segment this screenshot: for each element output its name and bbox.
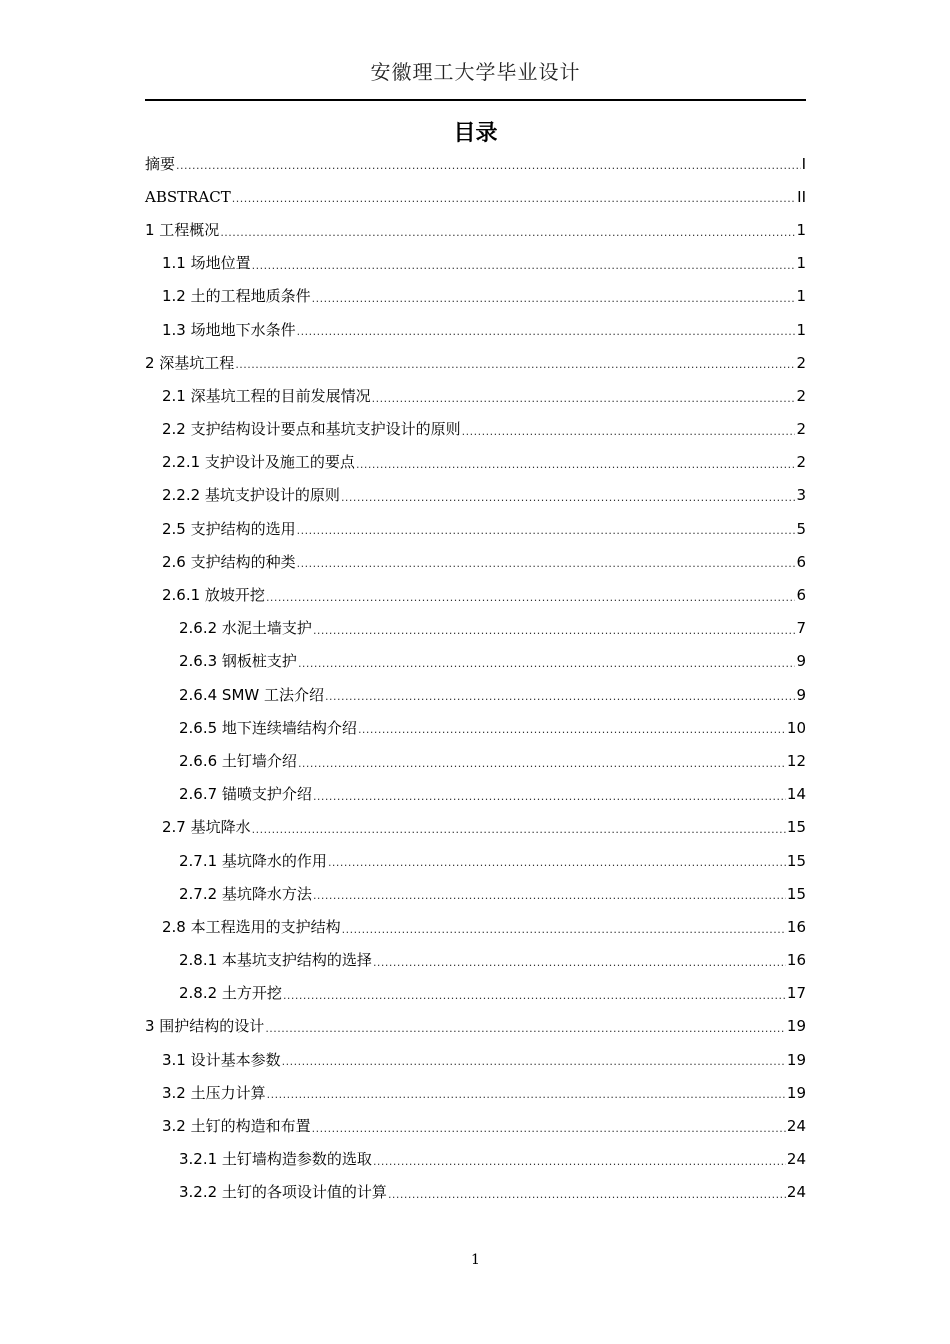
toc-entry-page: I (801, 154, 806, 173)
toc-entry[interactable] (145, 512, 806, 545)
toc-dot-leader (388, 1190, 786, 1209)
toc-entry-label: 2.6.5 地下连续墙结构介绍 (179, 718, 357, 737)
toc-entry-label: 2.6 支护结构的种类 (162, 552, 296, 571)
toc-entry[interactable] (145, 1109, 806, 1142)
toc-entry[interactable] (145, 346, 806, 379)
toc-entry-label: 2.8.2 土方开挖 (179, 984, 282, 1003)
toc-entry[interactable] (145, 280, 806, 313)
toc-entry-label: 2.6.6 土钉墙介绍 (179, 751, 297, 770)
toc-entry[interactable] (145, 147, 806, 180)
toc-entry-label: 2.5 支护结构的选用 (162, 519, 296, 538)
toc-dot-leader (283, 991, 786, 1010)
toc-entry-label: 3.2 土钉的构造和布置 (162, 1117, 311, 1136)
toc-dot-leader (252, 825, 786, 844)
toc-entry[interactable] (145, 247, 806, 280)
toc-entry-page: 6 (796, 586, 806, 605)
toc-entry[interactable] (145, 811, 806, 844)
toc-dot-leader (358, 725, 786, 744)
toc-entry-label: 2.8.1 本基坑支护结构的选择 (179, 951, 372, 970)
toc-entry[interactable] (145, 479, 806, 512)
toc-entry[interactable] (145, 578, 806, 611)
toc-entry-page: 16 (786, 951, 806, 970)
toc-entry[interactable] (145, 1143, 806, 1176)
toc-dot-leader (342, 925, 786, 944)
toc-entry-page: II (797, 187, 806, 206)
toc-dot-leader (312, 294, 796, 313)
toc-entry-page: 3 (796, 486, 806, 505)
toc-entry-label: 1.1 场地位置 (162, 254, 251, 273)
toc-entry-label: 2.6.7 锚喷支护介绍 (179, 785, 312, 804)
toc-entry-page: 14 (786, 785, 806, 804)
toc-dot-leader (235, 360, 795, 379)
toc-entry-page: 5 (796, 519, 806, 538)
toc-entry-page: 24 (786, 1150, 806, 1169)
toc-entry-page: 16 (786, 917, 806, 936)
toc-dot-leader (372, 394, 796, 413)
toc-entry-page: 9 (796, 685, 806, 704)
toc-entry-page: 24 (786, 1117, 806, 1136)
toc-entry-page: 10 (786, 718, 806, 737)
toc-dot-leader (341, 493, 796, 512)
toc-entry-page: 19 (786, 1017, 806, 1036)
toc-dot-leader (176, 161, 801, 180)
toc-entry-label: 3 围护结构的设计 (145, 1017, 265, 1036)
toc-entry[interactable] (145, 446, 806, 479)
table-of-contents (145, 147, 806, 1209)
toc-dot-leader (297, 559, 796, 578)
toc-entry-label: 2 深基坑工程 (145, 353, 235, 372)
toc-entry-label: 1.2 土的工程地质条件 (162, 287, 311, 306)
toc-entry[interactable] (145, 1076, 806, 1109)
toc-dot-leader (266, 593, 796, 612)
toc-entry-page: 9 (796, 652, 806, 671)
toc-dot-leader (298, 759, 786, 778)
toc-dot-leader (252, 261, 796, 280)
toc-dot-leader (297, 526, 796, 545)
toc-entry-label: 2.2.1 支护设计及施工的要点 (162, 453, 355, 472)
toc-entry-label: 2.7 基坑降水 (162, 818, 251, 837)
toc-entry[interactable] (145, 910, 806, 943)
toc-entry-page: 1 (796, 287, 806, 306)
page-header-title: 安徽理工大学毕业设计 (370, 60, 581, 84)
toc-entry-page: 19 (786, 1083, 806, 1102)
toc-entry-label: 3.2.2 土钉的各项设计值的计算 (179, 1183, 387, 1202)
toc-entry[interactable] (145, 944, 806, 977)
toc-entry-page: 15 (786, 851, 806, 870)
toc-entry-page: 1 (796, 220, 806, 239)
toc-entry-page: 1 (796, 320, 806, 339)
toc-entry[interactable] (145, 379, 806, 412)
toc-entry[interactable] (145, 612, 806, 645)
toc-entry-label: 2.6.4 SMW 工法介绍 (179, 685, 324, 704)
toc-entry-label: 3.1 设计基本参数 (162, 1050, 281, 1069)
toc-entry-page: 15 (786, 884, 806, 903)
toc-entry-label: 摘要 (145, 154, 176, 173)
toc-dot-leader (282, 1057, 786, 1076)
toc-dot-leader (373, 1157, 786, 1176)
toc-entry-label: 2.6.3 钢板桩支护 (179, 652, 297, 671)
toc-entry-label: 3.2 土压力计算 (162, 1083, 266, 1102)
toc-dot-leader (313, 891, 786, 910)
toc-entry-page: 24 (786, 1183, 806, 1202)
toc-entry[interactable] (145, 744, 806, 777)
toc-entry[interactable] (145, 413, 806, 446)
toc-entry[interactable] (145, 180, 806, 213)
toc-dot-leader (373, 958, 786, 977)
toc-entry[interactable] (145, 1043, 806, 1076)
toc-dot-leader (265, 1024, 786, 1043)
toc-entry[interactable] (145, 645, 806, 678)
toc-entry-page: 2 (796, 353, 806, 372)
toc-dot-leader (232, 194, 796, 213)
toc-entry[interactable] (145, 678, 806, 711)
toc-entry-page: 1 (796, 254, 806, 273)
toc-entry[interactable] (145, 313, 806, 346)
toc-entry-label: 2.2 支护结构设计要点和基坑支护设计的原则 (162, 420, 461, 439)
toc-entry-page: 2 (796, 420, 806, 439)
toc-dot-leader (356, 460, 796, 479)
toc-dot-leader (462, 427, 796, 446)
toc-entry-label: 2.7.1 基坑降水的作用 (179, 851, 327, 870)
page-number: 1 (471, 1252, 480, 1268)
toc-dot-leader (313, 792, 786, 811)
toc-entry-label: 2.7.2 基坑降水方法 (179, 884, 312, 903)
header-rule (145, 99, 806, 101)
toc-entry-page: 2 (796, 386, 806, 405)
toc-entry-page: 12 (786, 751, 806, 770)
toc-dot-leader (298, 659, 796, 678)
toc-entry-page: 19 (786, 1050, 806, 1069)
toc-entry-page: 2 (796, 453, 806, 472)
toc-entry-label: 1.3 场地地下水条件 (162, 320, 296, 339)
toc-dot-leader (325, 692, 795, 711)
toc-entry[interactable] (145, 877, 806, 910)
toc-entry-label: 3.2.1 土钉墙构造参数的选取 (179, 1150, 372, 1169)
toc-entry-label: 2.2.2 基坑支护设计的原则 (162, 486, 340, 505)
toc-entry-label: 1 工程概况 (145, 220, 220, 239)
toc-entry-page: 17 (786, 984, 806, 1003)
toc-entry-page: 15 (786, 818, 806, 837)
toc-entry[interactable] (145, 711, 806, 744)
toc-entry[interactable] (145, 1010, 806, 1043)
toc-entry-label: ABSTRACT (145, 187, 231, 206)
toc-dot-leader (312, 1124, 786, 1143)
toc-entry[interactable] (145, 778, 806, 811)
toc-entry[interactable] (145, 545, 806, 578)
toc-dot-leader (297, 327, 796, 346)
toc-entry[interactable] (145, 213, 806, 246)
toc-entry-label: 2.6.1 放坡开挖 (162, 586, 265, 605)
toc-dot-leader (220, 228, 795, 247)
toc-dot-leader (267, 1090, 786, 1109)
toc-entry-page: 6 (796, 552, 806, 571)
toc-entry-label: 2.8 本工程选用的支护结构 (162, 917, 341, 936)
toc-entry-page: 7 (796, 619, 806, 638)
toc-dot-leader (313, 626, 796, 645)
toc-title: 目录 (453, 121, 498, 146)
toc-dot-leader (328, 858, 786, 877)
toc-entry[interactable] (145, 977, 806, 1010)
toc-entry[interactable] (145, 844, 806, 877)
toc-entry-label: 2.1 深基坑工程的目前发展情况 (162, 386, 371, 405)
toc-entry-label: 2.6.2 水泥土墙支护 (179, 619, 312, 638)
toc-entry[interactable] (145, 1176, 806, 1209)
